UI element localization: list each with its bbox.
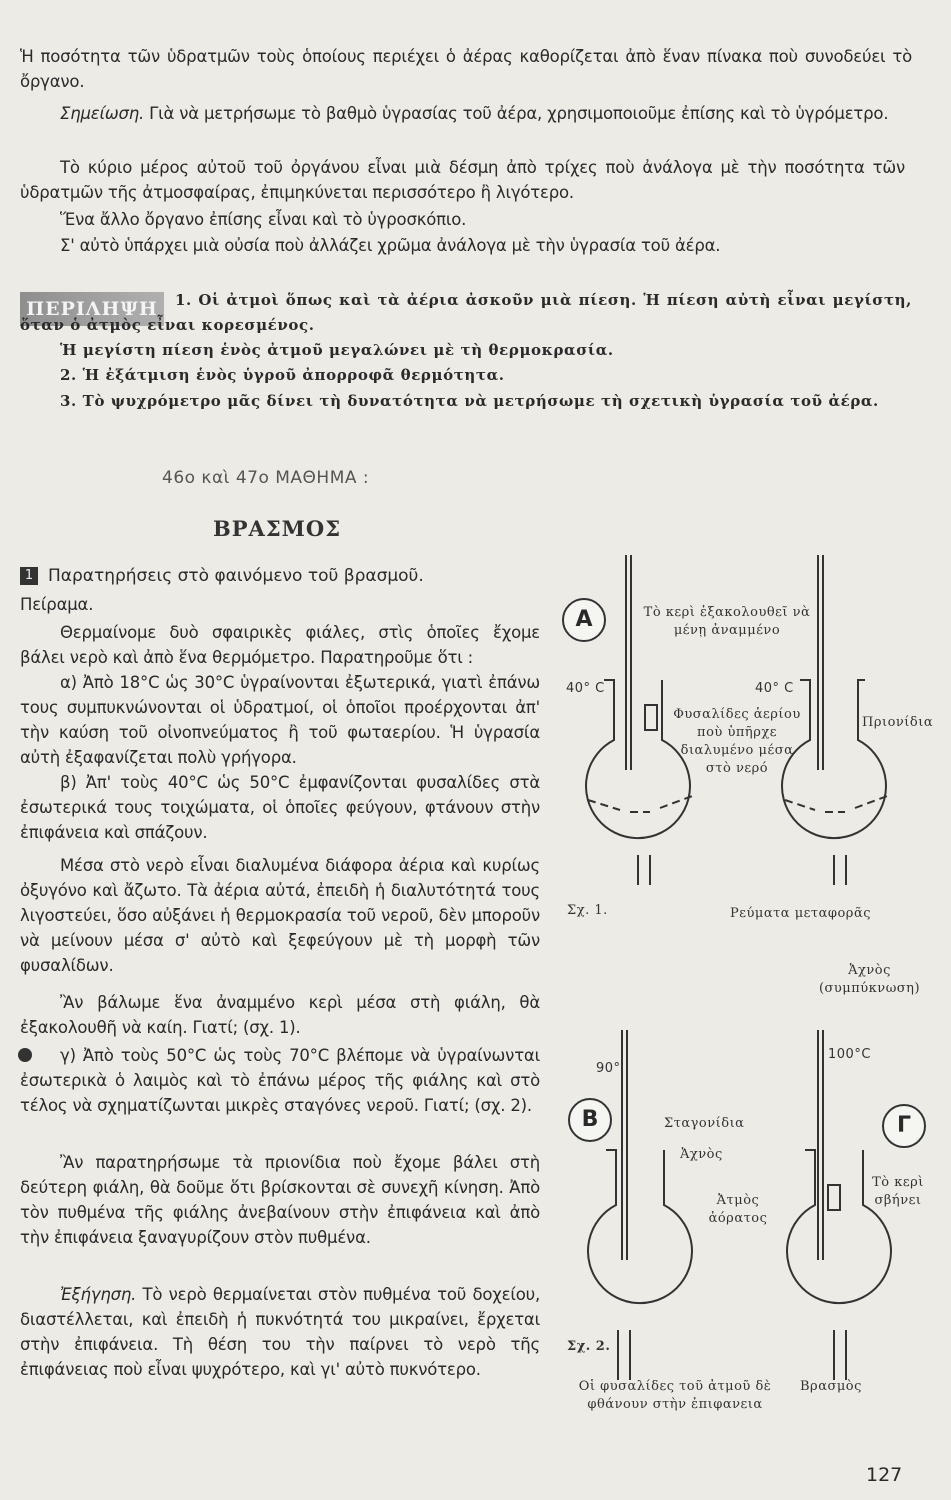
body-paragraph: Θερμαίνομε δυὸ σφαιρικὲς φιάλες, στὶς ὁποῖες ἔχομε βάλει νερὸ καὶ ἀπὸ ἕνα θερμόμετρο. Παρατηροῦμε ὅτι : — [20, 623, 540, 667]
explanation-text: Τὸ νερὸ θερμαίνεται στὸν πυθμένα τοῦ δοχείου, διαστέλλεται, καὶ ἐπειδὴ ἡ πυκνότητά του μικραίνει, ἔρχεται στὴν ἐπιφάνεια. Τὴ θέση του τὴν παίρνει τὸ νερὸ τῆς ἐπιφάνειας ποὺ εἶναι ψυχρότερο, καὶ γι' αὐτὸ πυκνότερο. — [20, 1285, 540, 1379]
observation-c: γ) Ἀπὸ τοὺς 50°C ὡς τοὺς 70°C βλέπομε νὰ ὑγραίνωνται ἐσωτερικὰ ὁ λαιμὸς καὶ τὸ ἐπάνω μέρος τῆς φιάλης καὶ στὸ τέλος νὰ σχηματίζωνται μικρὲς σταγόνες νεροῦ. Γιατί; (σχ. 2). — [20, 1046, 540, 1115]
lesson-heading: 46ο καὶ 47ο ΜΑΘΗΜΑ : — [162, 468, 370, 488]
figure-1-caption: Σχ. 1. — [567, 903, 608, 918]
figure-label-g: Γ — [882, 1104, 926, 1148]
summary-item-2: 2. Ἡ ἐξάτμιση ἑνὸς ὑγροῦ ἀπορροφᾶ θερμότητα. — [60, 366, 505, 384]
figure-2-caption: Σχ. 2. — [567, 1339, 611, 1354]
boiling-label: Βρασμὸς — [800, 1379, 862, 1394]
section-number: 1 — [20, 567, 38, 585]
explanation-label: Ἐξήγηση. — [60, 1285, 137, 1304]
figure-label-b: B — [568, 1098, 612, 1142]
currents-label: Ρεύματα μεταφορᾶς — [730, 906, 872, 921]
bubbles-caption: Φυσαλίδες ἀερίου ποὺ ὑπῆρχε διαλυμένο μέσα στὸ νερό — [673, 707, 801, 776]
note-label: Σημείωση. — [60, 104, 145, 123]
summary-item-1b: Ἡ μεγίστη πίεση ἑνὸς ἀτμοῦ μεγαλώνει μὲ τὴ θερμοκρασία. — [60, 341, 614, 359]
figure-label-a: A — [562, 598, 606, 642]
summary-item-3: 3. Τὸ ψυχρόμετρο μᾶς δίνει τὴ δυνατότητα νὰ μετρήσωμε τὴ σχετικὴ ὑγρασία τοῦ ἀέρα. — [60, 392, 879, 410]
candle-caption: Τὸ κερὶ ἐξακολουθεῖ νὰ μένῃ ἀναμμένο — [643, 605, 811, 638]
invisible-vapor-label: Ἀτμὸς ἀόρατος — [708, 1193, 768, 1226]
bubbles-surface-caption: Οἱ φυσαλίδες τοῦ ἀτμοῦ δὲ φθάνουν στὴν ἐπιφανεια — [578, 1379, 772, 1412]
paragraph-table: Ἡ ποσότητα τῶν ὑδρατμῶν τοὺς ὁποίους περιέχει ὁ ἀέρας καθορίζεται ἀπὸ ἕναν πίνακα ποὺ συνοδεύει τὸ ὄργανο. — [20, 47, 912, 91]
body-paragraph: Μέσα στὸ νερὸ εἶναι διαλυμένα διάφορα ἀέρια καὶ κυρίως ὀξυγόνο καὶ ἄζωτο. Τὰ ἀέρια αὐτά, ἐπειδὴ ἡ διαλυτότητά τους λιγοστεύει, ὅσο αὐξάνει ἡ θερμοκρασία τοῦ νεροῦ, δὲν μποροῦν νὰ μείνουν μέσα σ' αὐτὸ καὶ ξεφεύγουν μὲ τὴ μορφὴ τῶν φυσαλίδων. — [20, 856, 540, 975]
chapter-title: ΒΡΑΣΜΟΣ — [213, 516, 342, 541]
paragraph-hygrometer: Τὸ κύριο μέρος αὐτοῦ τοῦ ὀργάνου εἶναι μιὰ δέσμη ἀπὸ τρίχες ποὺ ἀνάλογα μὲ τὴν ποσότητα τῶν ὑδρατμῶν τῆς ἀτμοσφαίρας, ἐπιμηκύνεται περισσότερο ἢ λιγότερο. — [20, 158, 905, 202]
body-paragraph: Ἂν βάλωμε ἕνα ἀναμμένο κερὶ μέσα στὴ φιάλη, θὰ ἐξακολουθῆ νὰ καίη. Γιατί; (σχ. 1). — [20, 993, 540, 1037]
observation-a: α) Ἀπὸ 18°C ὡς 30°C ὑγραίνονται ἐξωτερικά, γιατὶ ἐπάνω τους συμπυκνώνονται οἱ ὑδρατμοί, οἱ ὁποῖοι προέρχονται ἀπ' τὴν καύση τοῦ οἰνοπνεύματος ἢ τοῦ φωταερίου. Ἡ ὑγρασία αὐτὴ ἐξαφανίζεται πολὺ γρήγορα. — [20, 673, 540, 767]
steam-caption: Ἀχνὸς (συμπύκνωση) — [818, 963, 921, 996]
page-number: 127 — [866, 1464, 903, 1486]
vapor-label: Ἀχνὸς — [680, 1147, 723, 1162]
temp-left-fig2: 90° — [596, 1061, 621, 1076]
experiment-label: Πείραμα. — [20, 595, 94, 614]
section-label: Παρατηρήσεις στὸ φαινόμενο τοῦ βρασμοῦ. — [48, 566, 424, 586]
temp-right-fig1: 40° C — [755, 681, 794, 696]
note-text: Γιὰ νὰ μετρήσωμε τὸ βαθμὸ ὑγρασίας τοῦ ἀέρα, χρησιμοποιοῦμε ἐπίσης καὶ τὸ ὑγρόμετρο. — [144, 104, 889, 123]
summary-badge: ΠΕΡΙΛΗΨΗ — [20, 292, 164, 326]
summary-item-1: 1. Οἱ ἀτμοὶ ὅπως καὶ τὰ ἀέρια ἀσκοῦν μιὰ πίεση. Ἡ πίεση αὐτὴ εἶναι μεγίστη, ὅταν ὁ ἀτμὸς εἶναι κορεσμένος. — [20, 291, 912, 334]
candle-out-label: Τὸ κερὶ σβήνει — [872, 1175, 924, 1208]
body-paragraph: Ἂν παρατηρήσωμε τὰ πριονίδια ποὺ ἔχομε βάλει στὴ δεύτερη φιάλη, θὰ δοῦμε ὅτι βρίσκονται σὲ συνεχῆ κίνηση. Ἀπὸ τὸν πυθμένα τῆς φιάλης ἀνεβαίνουν στὴν ἐπιφάνεια καὶ ἀπὸ τὴν ἐπιφάνεια ξαναγυρίζουν στὸν πυθμένα. — [20, 1153, 540, 1247]
observation-b: β) Ἀπ' τοὺς 40°C ὡς 50°C ἐμφανίζονται φυσαλίδες στὰ ἐσωτερικά τους τοιχώματα, οἱ ὁποῖες φεύγουν, φτάνουν στὴν ἐπιφάνεια καὶ σπάζουν. — [20, 773, 540, 842]
flask-b-drawing — [588, 1030, 692, 1380]
temp-right-fig2: 100°C — [828, 1047, 871, 1062]
droplets-label: Σταγονίδια — [664, 1116, 745, 1131]
temp-left-fig1: 40° C — [566, 681, 605, 696]
paragraph-substance: Σ' αὐτὸ ὑπάρχει μιὰ οὐσία ποὺ ἀλλάζει χρῶμα ἀνάλογα μὲ τὴν ὑγρασία τοῦ ἀέρα. — [60, 236, 721, 255]
sawdust-label: Πριονίδια — [862, 715, 934, 730]
paragraph-hygroscope: Ἕνα ἄλλο ὄργανο ἐπίσης εἶναι καὶ τὸ ὑγροσκόπιο. — [60, 210, 467, 229]
